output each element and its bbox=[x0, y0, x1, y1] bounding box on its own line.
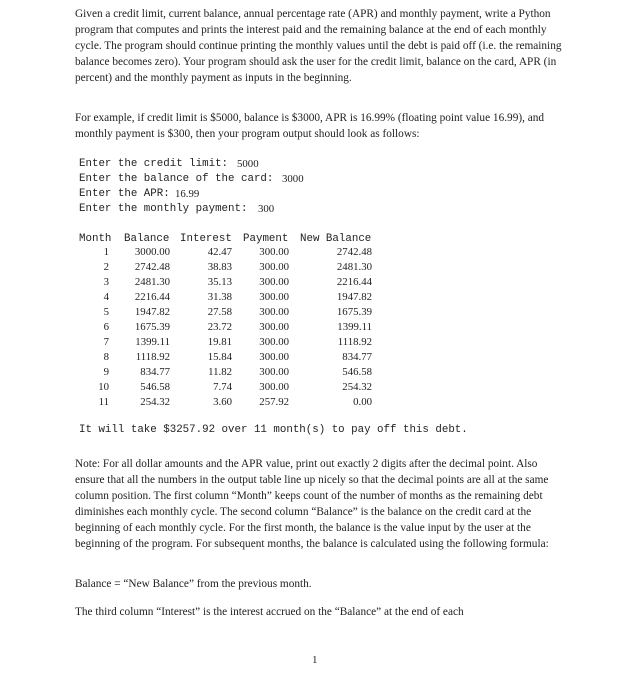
table-cell: 2742.48 bbox=[134, 261, 170, 273]
table-header-cell: New Balance bbox=[300, 233, 372, 245]
table-header-cell: Payment bbox=[243, 233, 289, 245]
table-cell: 42.47 bbox=[207, 246, 232, 258]
table-cell: 1399.11 bbox=[337, 321, 372, 333]
prompt-value: 300 bbox=[258, 203, 275, 215]
table-cell: 1947.82 bbox=[134, 306, 170, 318]
table-cell: 300.00 bbox=[259, 276, 289, 288]
table-cell: 300.00 bbox=[259, 366, 289, 378]
table-cell: 300.00 bbox=[259, 261, 289, 273]
table-cell: 35.13 bbox=[207, 276, 232, 288]
table-cell: 1675.39 bbox=[134, 321, 170, 333]
table-cell: 31.38 bbox=[207, 291, 232, 303]
prompt-line bbox=[79, 187, 170, 202]
prompt-line bbox=[79, 202, 247, 217]
prompt-label: Enter the balance of the card: bbox=[79, 173, 274, 185]
table-cell: 5 bbox=[103, 306, 109, 318]
prompt-value: 5000 bbox=[237, 158, 259, 170]
note-paragraph: Note: For all dollar amounts and the APR value, print out exactly 2 digits after the decimal point. Also ensure that all the numbers in the output table line up nicely so that the decimal points are all at the same column position. The first column “Month” keeps count of the number of months as the remaining debt diminishes each monthly cycle. The second column “Balance” is the balance on the credit card at the beginning of each monthly cycle. For the first month, the balance is the value input by the user at the beginning of the program. For subsequent months, the balance is calculated using the following formula: bbox=[75, 458, 549, 550]
table-cell: 1675.39 bbox=[336, 306, 372, 318]
table-cell: 254.32 bbox=[140, 396, 170, 408]
table-cell: 2216.44 bbox=[134, 291, 170, 303]
table-cell: 9 bbox=[103, 366, 109, 378]
table-cell: 300.00 bbox=[259, 351, 289, 363]
table-header-cell: Interest bbox=[180, 233, 232, 245]
table-cell: 546.58 bbox=[140, 381, 170, 393]
table-cell: 2481.30 bbox=[336, 261, 372, 273]
table-cell: 8 bbox=[103, 351, 109, 363]
table-cell: 7.74 bbox=[213, 381, 232, 393]
table-cell: 300.00 bbox=[259, 381, 289, 393]
table-cell: 3000.00 bbox=[134, 246, 170, 258]
table-cell: 2742.48 bbox=[336, 246, 372, 258]
table-cell: 546.58 bbox=[342, 366, 372, 378]
table-cell: 7 bbox=[103, 336, 109, 348]
table-cell: 6 bbox=[103, 321, 109, 333]
table-cell: 1399.11 bbox=[135, 336, 170, 348]
intro-paragraph: Given a credit limit, current balance, annual percentage rate (APR) and monthly payment, write a Python program that computes and prints the interest paid and the remaining balance at the end of each monthly cycle. The program should continue printing the monthly values until the debt is paid off (i.e. the remaining balance becomes zero). Your program should ask the user for the credit limit, balance on the card, APR (in percent) and the monthly payment as inputs in the beginning. bbox=[75, 8, 562, 84]
table-cell: 4 bbox=[103, 291, 109, 303]
table-cell: 257.92 bbox=[259, 396, 289, 408]
table-cell: 300.00 bbox=[259, 291, 289, 303]
table-cell: 3.60 bbox=[213, 396, 232, 408]
table-header-cell: Balance bbox=[124, 233, 170, 245]
prompt-value: 3000 bbox=[282, 173, 304, 185]
table-cell: 2216.44 bbox=[336, 276, 372, 288]
table-cell: 23.72 bbox=[207, 321, 232, 333]
table-cell: 300.00 bbox=[259, 321, 289, 333]
table-cell: 2481.30 bbox=[134, 276, 170, 288]
table-cell: 0.00 bbox=[353, 396, 372, 408]
table-cell: 834.77 bbox=[342, 351, 372, 363]
prompt-label: Enter the APR: bbox=[79, 188, 170, 200]
table-cell: 1118.92 bbox=[135, 351, 170, 363]
third-column-paragraph: The third column “Interest” is the interest accrued on the “Balance” at the end of each bbox=[75, 606, 464, 618]
table-cell: 10 bbox=[98, 381, 109, 393]
prompt-line bbox=[79, 157, 228, 172]
table-cell: 1118.92 bbox=[337, 336, 372, 348]
prompt-label: Enter the credit limit: bbox=[79, 158, 229, 170]
table-cell: 254.32 bbox=[342, 381, 372, 393]
prompt-value: 16.99 bbox=[175, 188, 200, 200]
table-cell: 11.82 bbox=[208, 366, 232, 378]
table-cell: 3 bbox=[103, 276, 109, 288]
page-number: 1 bbox=[312, 654, 318, 666]
table-cell: 2 bbox=[103, 261, 109, 273]
table-cell: 1947.82 bbox=[336, 291, 372, 303]
table-cell: 15.84 bbox=[207, 351, 232, 363]
table-header-cell: Month bbox=[79, 233, 112, 245]
summary-line: It will take $3257.92 over 11 month(s) to pay off this debt. bbox=[79, 424, 468, 436]
table-cell: 11 bbox=[98, 396, 109, 408]
table-cell: 300.00 bbox=[259, 306, 289, 318]
prompt-line bbox=[79, 172, 273, 187]
table-cell: 300.00 bbox=[259, 246, 289, 258]
table-cell: 27.58 bbox=[207, 306, 232, 318]
example-intro-paragraph: For example, if credit limit is $5000, balance is $3000, APR is 16.99% (floating point value 16.99), and monthly payment is $300, then your program output should look as follows: bbox=[75, 112, 545, 140]
prompt-label: Enter the monthly payment: bbox=[79, 203, 248, 215]
table-cell: 19.81 bbox=[207, 336, 232, 348]
table-cell: 834.77 bbox=[140, 366, 170, 378]
formula-line: Balance = “New Balance” from the previous month. bbox=[75, 578, 312, 590]
table-cell: 300.00 bbox=[259, 336, 289, 348]
table-cell: 1 bbox=[103, 246, 109, 258]
table-cell: 38.83 bbox=[207, 261, 232, 273]
